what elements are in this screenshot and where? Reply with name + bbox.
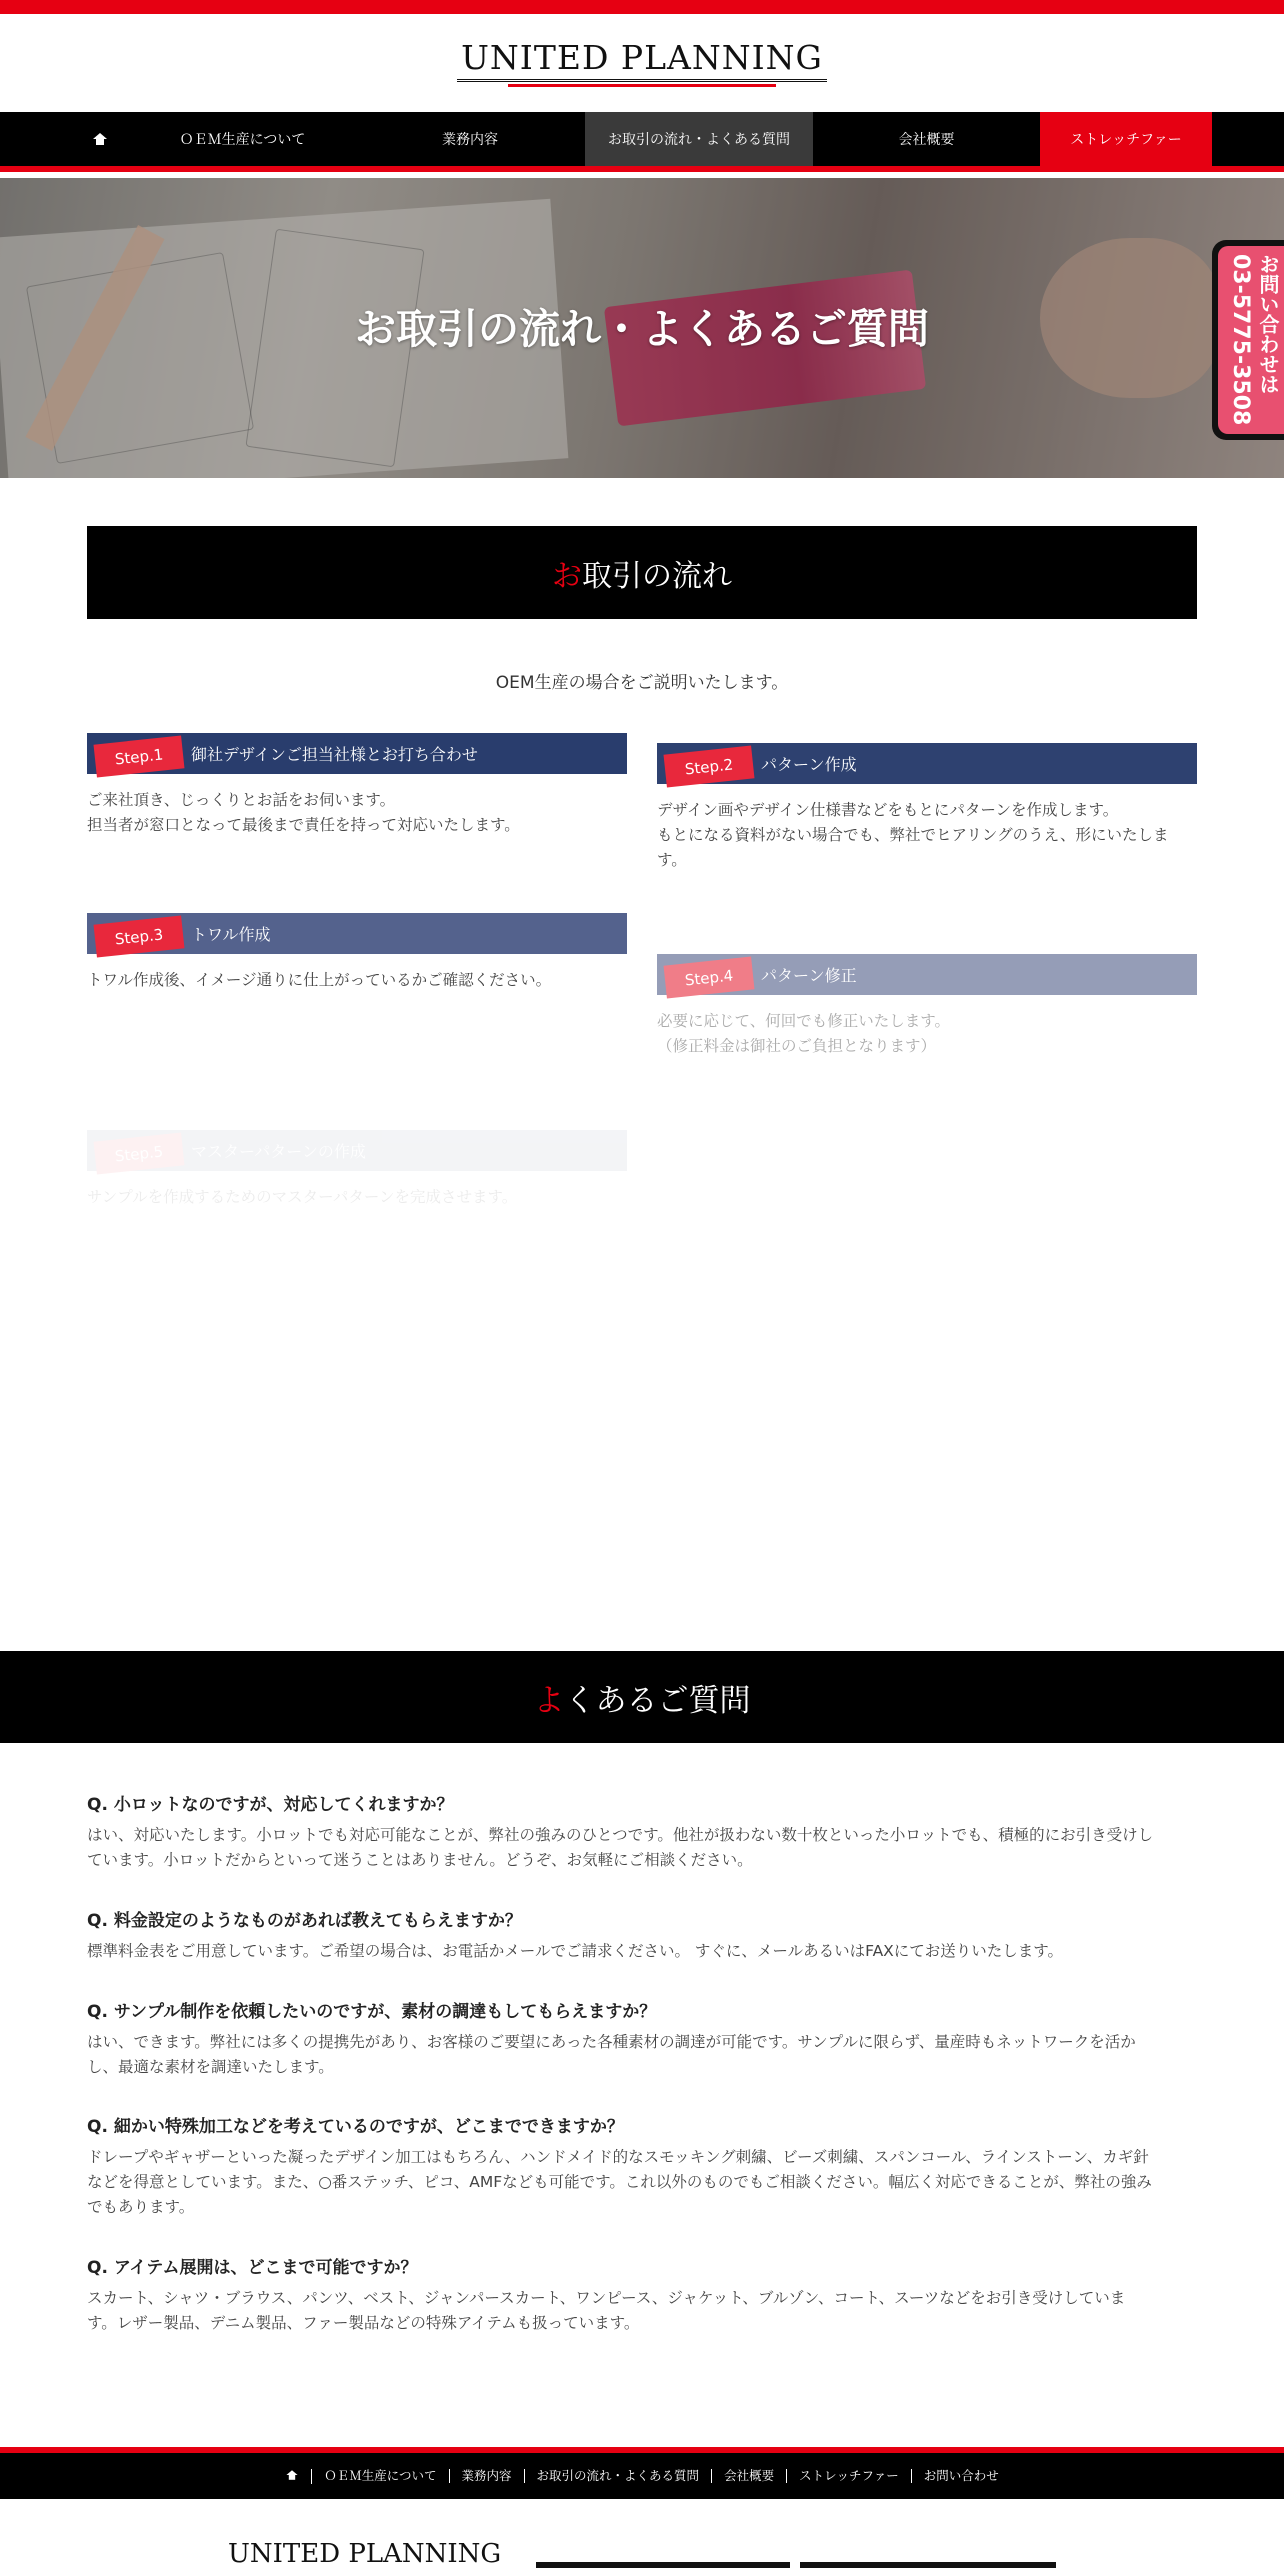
faq-answer — [87, 2286, 1197, 2336]
step-tag: Step.4 — [664, 956, 755, 998]
footer-link-business[interactable]: 業務内容 — [450, 2469, 525, 2483]
step-desc — [657, 1009, 1197, 1059]
step-tag: Step.1 — [94, 735, 185, 777]
footer-home-link[interactable] — [273, 2469, 312, 2484]
footer-link-company[interactable]: 会社概要 — [712, 2469, 787, 2483]
faq-item — [87, 1790, 1197, 1873]
step-desc-line: トワル作成後、イメージ通りに仕上がっているかご確認ください。 — [87, 971, 552, 989]
flow-step-3 — [87, 913, 627, 993]
flow-step-2 — [657, 743, 1197, 873]
logo-stripe — [508, 84, 776, 87]
faq-answer-line: はい、対応いたします。小ロットでも対応可能なことが、弊社の強みのひとつです。他社が扱わない数十枚といった小ロットでも、積極的にお引き受けし — [87, 1826, 1154, 1844]
faq-item — [87, 1906, 1197, 1964]
faq-item — [87, 2112, 1197, 2220]
flow-heading — [87, 526, 1197, 619]
side-contact-inner — [1218, 246, 1284, 434]
faq-answer-line: し、最適な素材を調達いたします。 — [87, 2058, 334, 2076]
faq-heading-accent: よ — [533, 1682, 565, 1719]
flow-intro: OEM生産の場合をご説明いたします。 — [495, 673, 789, 693]
step-bar — [657, 743, 1197, 784]
faq-answer-line: はい、できます。弊社には多くの提携先があり、お客様のご要望にあった各種素材の調達が可能です。サンプルに限らず、量産時もネットワークを活か — [87, 2033, 1136, 2051]
faq-item — [87, 1997, 1197, 2080]
step-desc-line: ご来社頂き、じっくりとお話をお伺います。 — [87, 791, 396, 809]
step-desc-line: （修正料金は御社のご負担となります） — [657, 1037, 937, 1055]
step-bar — [657, 954, 1197, 995]
faq-answer-line: でもあります。 — [87, 2198, 195, 2216]
footer-link-stretch-fur[interactable]: ストレッチファー — [787, 2469, 912, 2483]
faq-question: Q. サンプル制作を依頼したいのですが、素材の調達もしてもらえますか？ — [87, 2002, 657, 2022]
footer-logo[interactable]: UNITED PLANNING — [228, 2539, 501, 2568]
step-desc-line: もとになる資料がない場合でも、弊社でヒアリングのうえ、形にいたしま — [657, 826, 1169, 844]
nav-item-company[interactable]: 会社概要 — [898, 132, 955, 148]
flow-step-4 — [657, 954, 1197, 1059]
faq-answer-line: す。レザー製品、デニム製品、ファー製品などの特殊アイテムも扱っています。 — [87, 2314, 640, 2332]
faq-answer-line: ています。小ロットだからといって迷うことはありません。どうぞ、お気軽にご相談ください。 — [87, 1851, 753, 1869]
faq-answer-line: スカート、シャツ・ブラウス、パンツ、ベスト、ジャンパースカート、ワンピース、ジャケット、ブルゾン、コート、スーツなどをお引き受けしていま — [87, 2289, 1126, 2307]
faq-answer-line: ドレープやギャザーといった凝ったデザイン加工はもちろん、ハンドメイド的なスモッキング刺繍、ビーズ刺繍、スパンコール、ラインストーン、カギ針 — [87, 2148, 1149, 2166]
step-title: パターン作成 — [761, 755, 857, 774]
step-bar — [87, 913, 627, 954]
step-desc-line: サンプルを作成するためのマスターパターンを完成させます。 — [87, 1188, 518, 1206]
step-bar — [87, 733, 627, 774]
faq-answer — [87, 1823, 1197, 1873]
side-contact-phone: 03-5775-3508 — [1228, 254, 1253, 426]
faq-question: Q. 細かい特殊加工などを考えているのですが、どこまでできますか？ — [87, 2117, 624, 2137]
step-desc-line: 必要に応じて、何回でも修正いたします。 — [657, 1012, 950, 1030]
home-icon — [287, 2470, 298, 2480]
step-desc — [87, 788, 627, 838]
faq-answer — [87, 2030, 1197, 2080]
faq-question: Q. 小ロットなのですが、対応してくれますか？ — [87, 1795, 454, 1815]
step-bar — [87, 1130, 627, 1171]
nav-home[interactable] — [70, 112, 130, 166]
step-title: マスターパターンの作成 — [191, 1142, 366, 1161]
nav-item-business[interactable]: 業務内容 — [442, 132, 498, 148]
footer-button[interactable] — [536, 2562, 790, 2568]
page-title: お取引の流れ・よくあるご質問 — [355, 305, 929, 353]
step-desc-line: デザイン画やデザイン仕様書などをもとにパターンを作成します。 — [657, 801, 1119, 819]
home-icon — [93, 133, 107, 145]
faq-answer-line: 標準料金表をご用意しています。ご希望の場合は、お電話かメールでご請求ください。 すぐに、メールあるいはFAXにてお送りいたします。 — [87, 1942, 1064, 1960]
logo-text: UNITED PLANNING — [457, 38, 827, 82]
top-accent-bar — [0, 0, 1284, 14]
footer-button[interactable] — [800, 2562, 1056, 2568]
flow-heading-text: 取引の流れ — [582, 558, 732, 594]
step-title: パターン修正 — [761, 966, 857, 985]
footer-link-flow-faq[interactable]: お取引の流れ・よくある質問 — [525, 2469, 713, 2483]
step-tag: Step.3 — [94, 915, 185, 957]
step-tag: Step.2 — [664, 745, 755, 787]
faq-answer-line: などを得意としています。また、○番ステッチ、ピコ、AMFなども可能です。これ以外のものでもご相談ください。幅広く対応できることが、弊社の強み — [87, 2173, 1152, 2191]
nav-item-flow-faq[interactable]: お取引の流れ・よくある質問 — [585, 112, 813, 166]
faq-answer — [87, 2145, 1197, 2220]
step-title: 御社デザインご担当社様とお打ち合わせ — [191, 745, 478, 764]
footer-nav — [0, 2453, 1284, 2499]
nav-item-oem[interactable]: ＯＥＭ生産について — [179, 132, 306, 148]
step-desc — [87, 968, 627, 993]
nav-item-stretch-fur[interactable]: ストレッチファー — [1040, 112, 1212, 166]
faq-question: Q. アイテム展開は、どこまで可能ですか？ — [87, 2258, 418, 2278]
hero-banner — [0, 178, 1284, 478]
footer-link-contact[interactable]: お問い合わせ — [923, 2468, 999, 2483]
step-tag: Step.5 — [94, 1132, 185, 1174]
side-contact-label: お問い合わせは — [1256, 254, 1280, 394]
faq-heading-text: くあるご質問 — [564, 1682, 751, 1719]
step-desc — [657, 798, 1197, 873]
step-desc-line: 担当者が窓口となって最後まで責任を持って対応いたします。 — [87, 816, 520, 834]
flow-step-1 — [87, 733, 627, 838]
footer-link-oem[interactable]: ＯＥＭ生産について — [312, 2469, 449, 2483]
step-title: トワル作成 — [191, 925, 271, 944]
step-desc-line: す。 — [657, 851, 687, 869]
faq-answer — [87, 1939, 1197, 1964]
flow-step-5 — [87, 1130, 627, 1210]
faq-item — [87, 2253, 1197, 2336]
step-desc — [87, 1185, 627, 1210]
site-logo[interactable] — [0, 38, 1284, 87]
side-contact-tab[interactable] — [1212, 240, 1284, 440]
flow-heading-accent: お — [552, 558, 582, 594]
main-nav — [0, 112, 1284, 172]
faq-heading — [0, 1651, 1284, 1743]
faq-question: Q. 料金設定のようなものがあれば教えてもらえますか？ — [87, 1911, 522, 1931]
